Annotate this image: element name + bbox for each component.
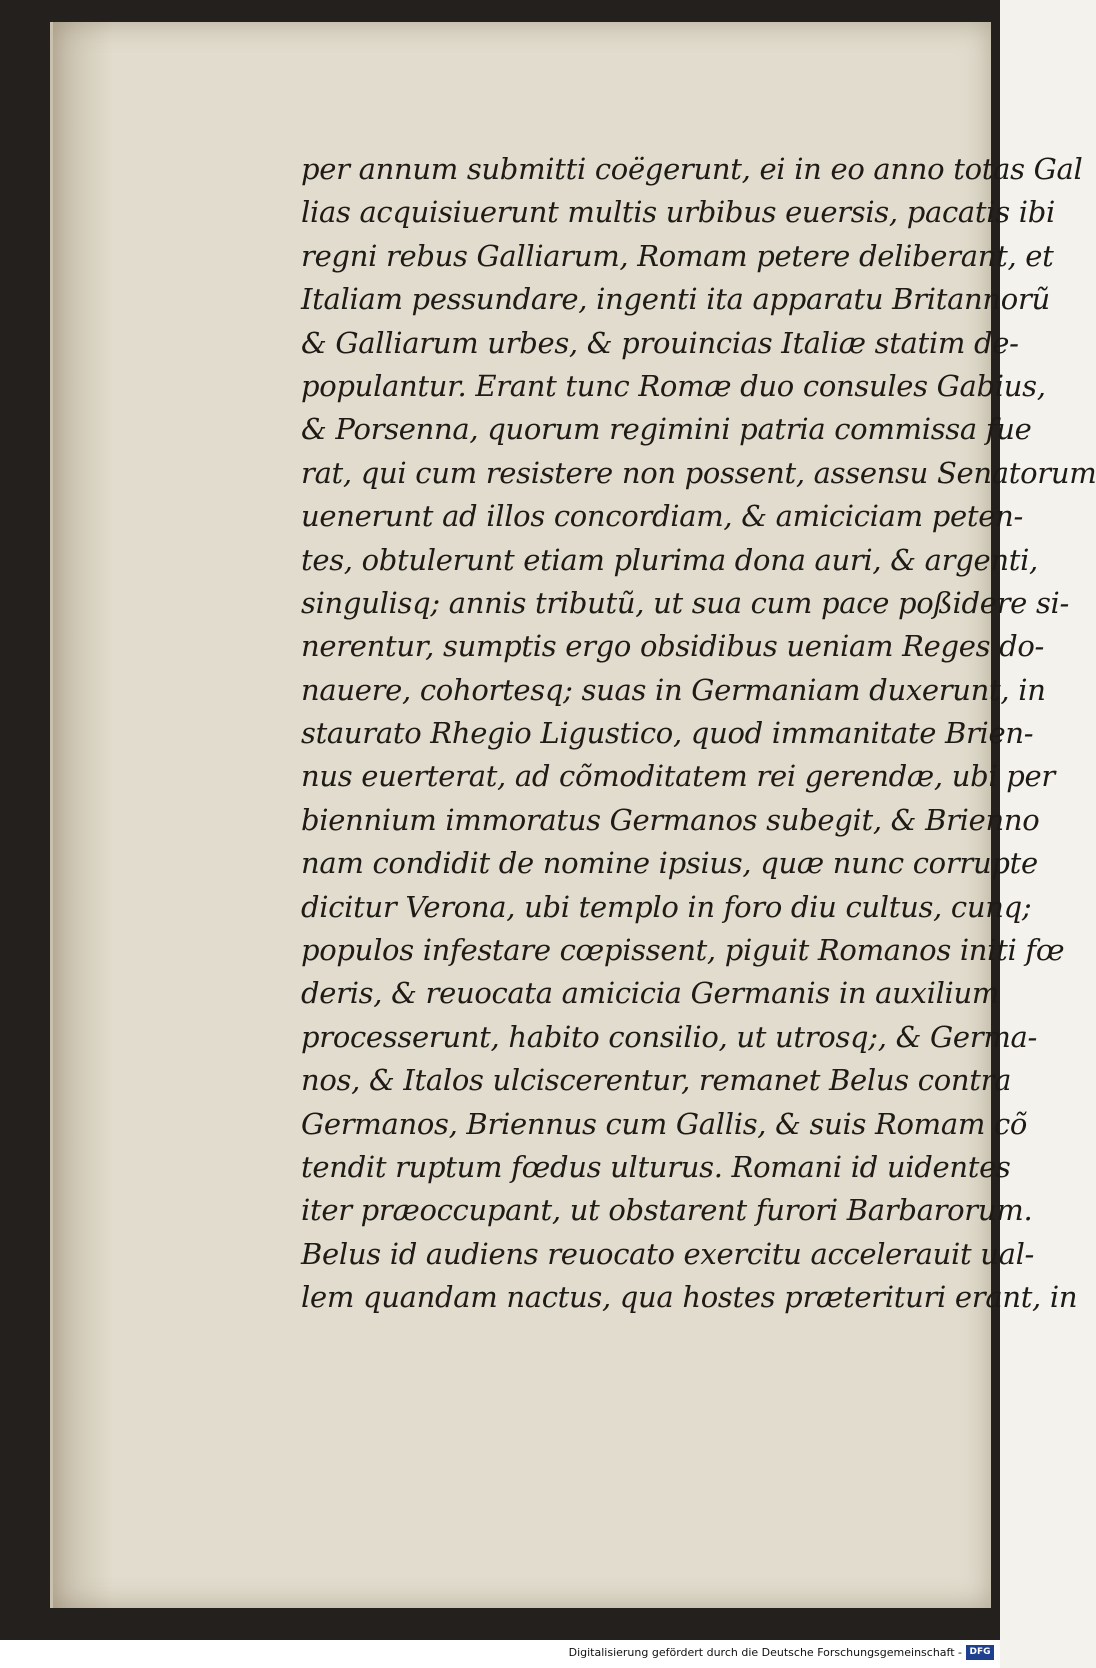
digitization-credit: Digitalisierung gefördert durch die Deutsche Forschungsgemeinschaft -	[568, 1646, 962, 1659]
text-line-26: Belus id audiens reuocato exercitu accelerauit ual-	[301, 1236, 1035, 1271]
text-line-9: uenerunt ad illos concordiam, & amiciciam peten-	[301, 499, 1023, 534]
text-line-5: & Galliarum urbes, & prouincias Italiæ statim de-	[301, 325, 1019, 360]
dfg-logo: DFG	[966, 1645, 994, 1660]
text-line-18: dicitur Verona, ubi templo in foro diu cultus, cunq;	[301, 889, 1032, 924]
text-line-11: singulisq; annis tributũ, ut sua cum pace poßidere si-	[301, 585, 1070, 620]
text-line-25: iter præoccupant, ut obstarent furori Barbarorum.	[301, 1193, 1033, 1228]
text-line-24: tendit ruptum fœdus ulturus. Romani id uidentes	[301, 1149, 1011, 1184]
text-line-7: & Porsenna, quorum regimini patria commissa fue	[301, 412, 1032, 447]
text-line-17: nam condidit de nomine ipsius, quæ nunc corrupte	[301, 846, 1038, 881]
text-line-14: staurato Rhegio Ligustico, quod immanitate Brien-	[301, 716, 1034, 751]
text-line-12: nerentur, sumptis ergo obsidibus ueniam Reges do-	[301, 629, 1045, 664]
text-line-27: lem quandam nactus, qua hostes præterituri erant, in	[301, 1280, 1078, 1315]
text-line-6: populantur. Erant tunc Romæ duo consules Gabius,	[301, 368, 1046, 403]
text-line-20: deris, & reuocata amicicia Germanis in auxilium	[301, 976, 1000, 1011]
text-block	[301, 148, 1096, 1320]
text-line-19: populos infestare cœpissent, piguit Romanos initi fœ	[301, 933, 1065, 968]
text-line-22: nos, & Italos ulciscerentur, remanet Belus contra	[301, 1063, 1012, 1098]
text-line-13: nauere, cohortesq; suas in Germaniam duxerunt, in	[301, 672, 1046, 707]
text-line-4: Italiam pessundare, ingenti ita apparatu Britannorũ	[301, 282, 1050, 317]
text-line-8: rat, qui cum resistere non possent, assensu Senatorum	[301, 455, 1096, 490]
text-line-3: regni rebus Galliarum, Romam petere deliberant, et	[301, 238, 1054, 273]
text-line-10: tes, obtulerunt etiam plurima dona auri, & argenti,	[301, 542, 1038, 577]
book-page	[50, 22, 1096, 1608]
text-line-23: Germanos, Briennus cum Gallis, & suis Romam cõ	[301, 1106, 1028, 1141]
text-line-1: per annum submitti coëgerunt, ei in eo anno totas Gal	[301, 152, 1083, 186]
text-line-16: biennium immoratus Germanos subegit, & Brienno	[301, 802, 1040, 837]
text-line-2: lias acquisiuerunt multis urbibus euersis, pacatis ibi	[301, 195, 1055, 230]
text-line-15: nus euerterat, ad cõmoditatem rei gerendæ, ubi per	[301, 759, 1055, 794]
footer-bar	[0, 1640, 1000, 1668]
text-line-21: processerunt, habito consilio, ut utrosq;, & Germa-	[301, 1019, 1038, 1054]
